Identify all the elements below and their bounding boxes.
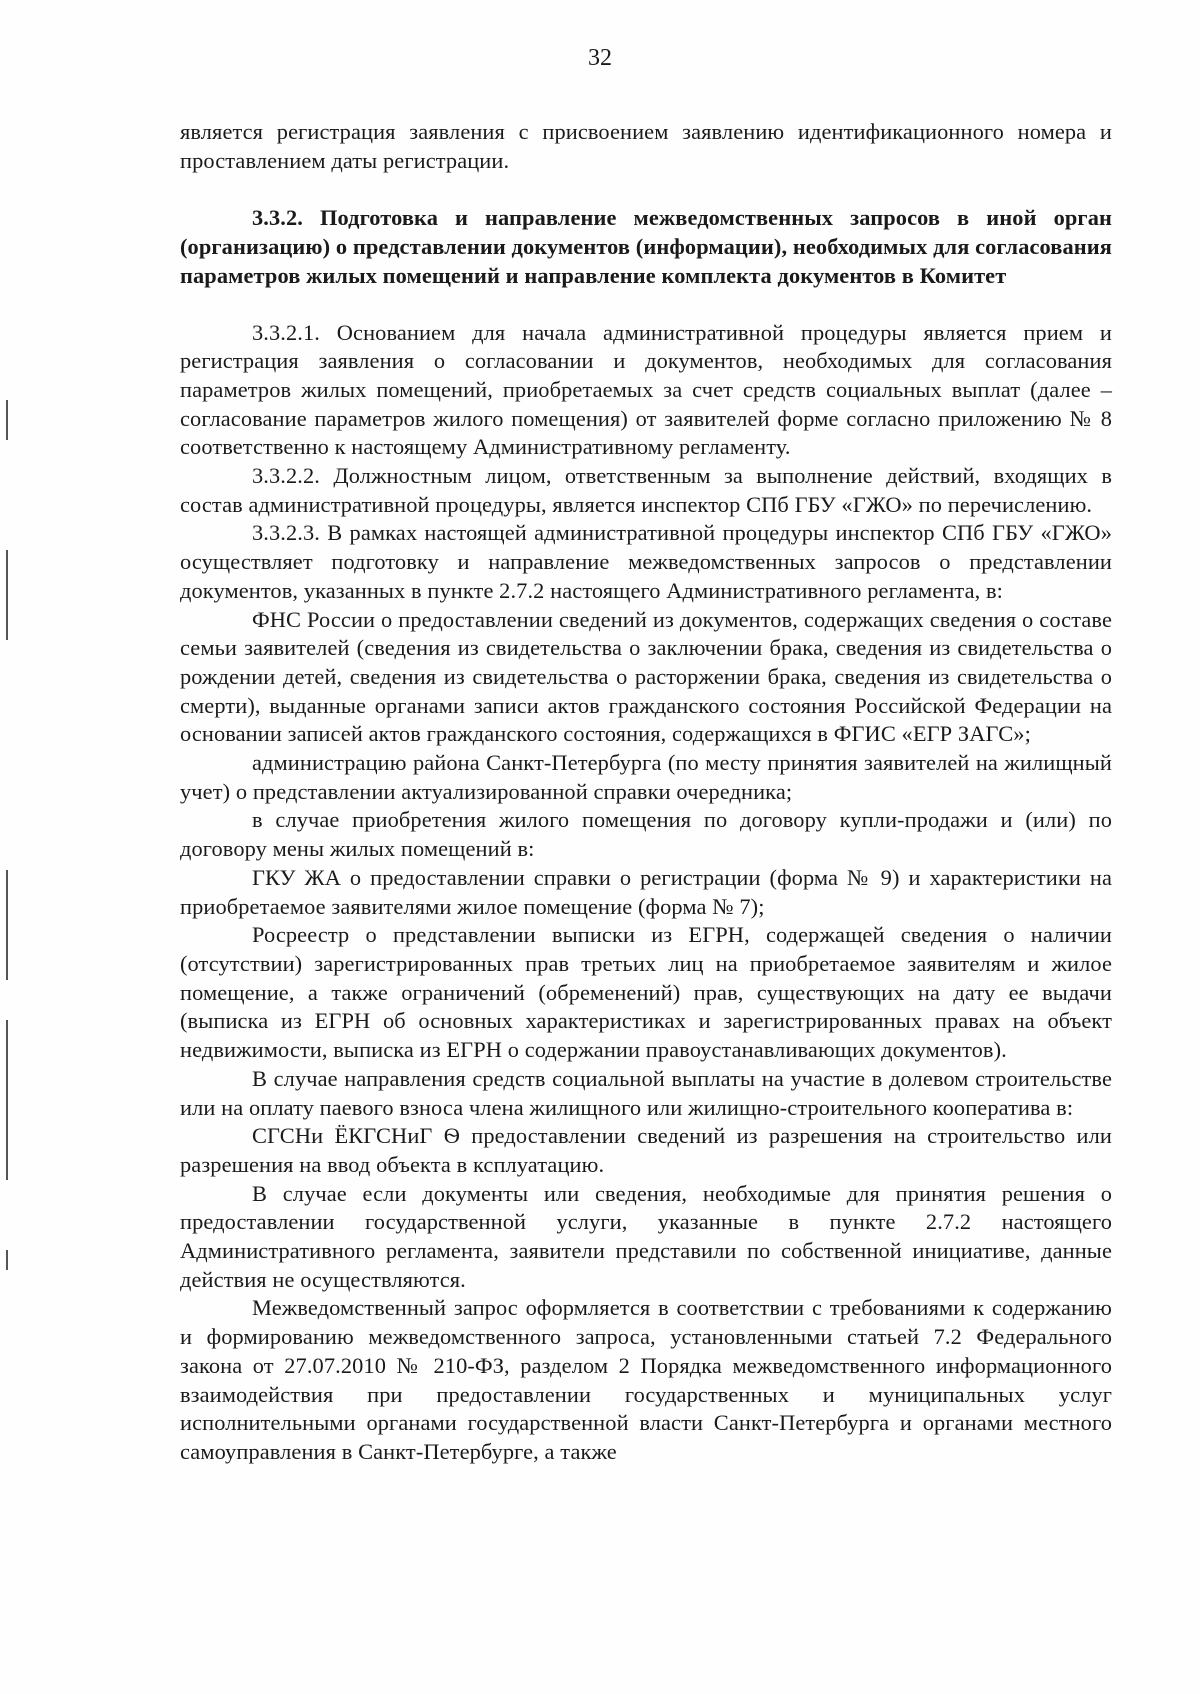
- scan-artifact: [6, 1020, 8, 1180]
- paragraph-rosreestr: Росреестр о представлении выписки из ЕГРН, содержащей сведения о наличии (отсутствии) зарегистрированных прав третьих лиц на приобретаемое заявителям и жилое помещение, а также ограничений (обременений) прав, существующих на дату ее выдачи (выписка из ЕГРН об основных характеристиках и зарегистрированных правах на объект недвижимости, выписка из ЕГРН о содержании правоустанавливающих документов).: [180, 922, 1112, 1063]
- paragraph-construction-permit: СГСНи ЁКГСНиГ Ѳ предоставлении сведений из разрешения на строительство или разрешения на ввод объекта в ксплуатацию.: [180, 1123, 1112, 1177]
- page-number: 32: [588, 45, 612, 71]
- paragraph-district-administration: администрацию района Санкт-Петербурга (по месту принятия заявителей на жилищный учет) о представлении актуализированной справки очередника;: [180, 750, 1112, 804]
- paragraph-fns-request: ФНС России о предоставлении сведений из документов, содержащих сведения о составе семьи заявителей (сведения из свидетельства о заключении брака, сведения из свидетельства о рождении детей, сведения из свидетельства о расторжении брака, сведения из свидетельства о смерти), выданные органами записи актов гражданского состояния Российской Федерации на основании записей актов гражданского состояния, содержащихся в ФГИС «ЕГР ЗАГС»;: [180, 606, 1112, 747]
- paragraph-purchase-case: в случае приобретения жилого помещения по договору купли-продажи и (или) по договору мены жилых помещений в:: [180, 807, 1112, 862]
- paragraph-interagency-request: Межведомственный запрос оформляется в соответствии с требованиями к содержанию и формированию межведомственного запроса, установленными статьей 7.2 Федерального закона от 27.07.2010 № 210-ФЗ, разделом 2 Порядка межведомственного информационного взаимодействия при предоставлении государственных и муниципальных услуг исполнительными органами государственной власти Санкт-Петербурга и органами местного самоуправления в Санкт-Петербурге, а также: [180, 1295, 1112, 1464]
- paragraph-continuation: является регистрация заявления с присвоением заявлению идентификационного номера и проставлением даты регистрации.: [180, 119, 1112, 173]
- scan-artifact: [6, 550, 8, 640]
- document-body: [180, 118, 1112, 1467]
- scan-margin-marks: [6, 0, 12, 1694]
- paragraph-3-3-2-2: 3.3.2.2. Должностным лицом, ответственным за выполнение действий, входящих в состав административной процедуры, является инспектор СПб ГБУ «ГЖО» по перечислению.: [180, 463, 1112, 517]
- paragraph-own-initiative: В случае если документы или сведения, необходимые для принятия решения о предоставлении государственной услуги, указанные в пункте 2.7.2 настоящего Административного регламента, заявители представили по собственной инициативе, данные действия не осуществляются.: [180, 1180, 1112, 1292]
- scan-artifact: [6, 1250, 8, 1270]
- paragraph-gku-zha: ГКУ ЖА о предоставлении справки о регистрации (форма № 9) и характеристики на приобретаемое заявителями жилое помещение (форма № 7);: [180, 864, 1112, 919]
- section-heading-3-3-2: 3.3.2. Подготовка и направление межведомственных запросов в иной орган (организацию) о представлении документов (информации), необходимых для согласования параметров жилых помещений и направление комплекта документов в Комитет: [180, 205, 1112, 288]
- paragraph-3-3-2-1: 3.3.2.1. Основанием для начала административной процедуры является прием и регистрация заявления о согласовании и документов, необходимых для согласования параметров жилых помещений, приобретаемых за счет средств социальных выплат (далее – согласование параметров жилого помещения) от заявителей форме согласно приложению № 8 соответственно к настоящему Административному регламенту.: [180, 319, 1112, 460]
- scan-artifact: [6, 400, 8, 440]
- scan-artifact: [6, 870, 8, 980]
- paragraph-shared-construction: В случае направления средств социальной выплаты на участие в долевом строительстве или на оплату паевого взноса члена жилищного или жилищно-строительного кооператива в:: [180, 1065, 1112, 1120]
- paragraph-3-3-2-3: 3.3.2.3. В рамках настоящей административной процедуры инспектор СПб ГБУ «ГЖО» осуществляет подготовку и направление межведомственных запросов о представлении документов, указанных в пункте 2.7.2 настоящего Административного регламента, в:: [180, 520, 1112, 603]
